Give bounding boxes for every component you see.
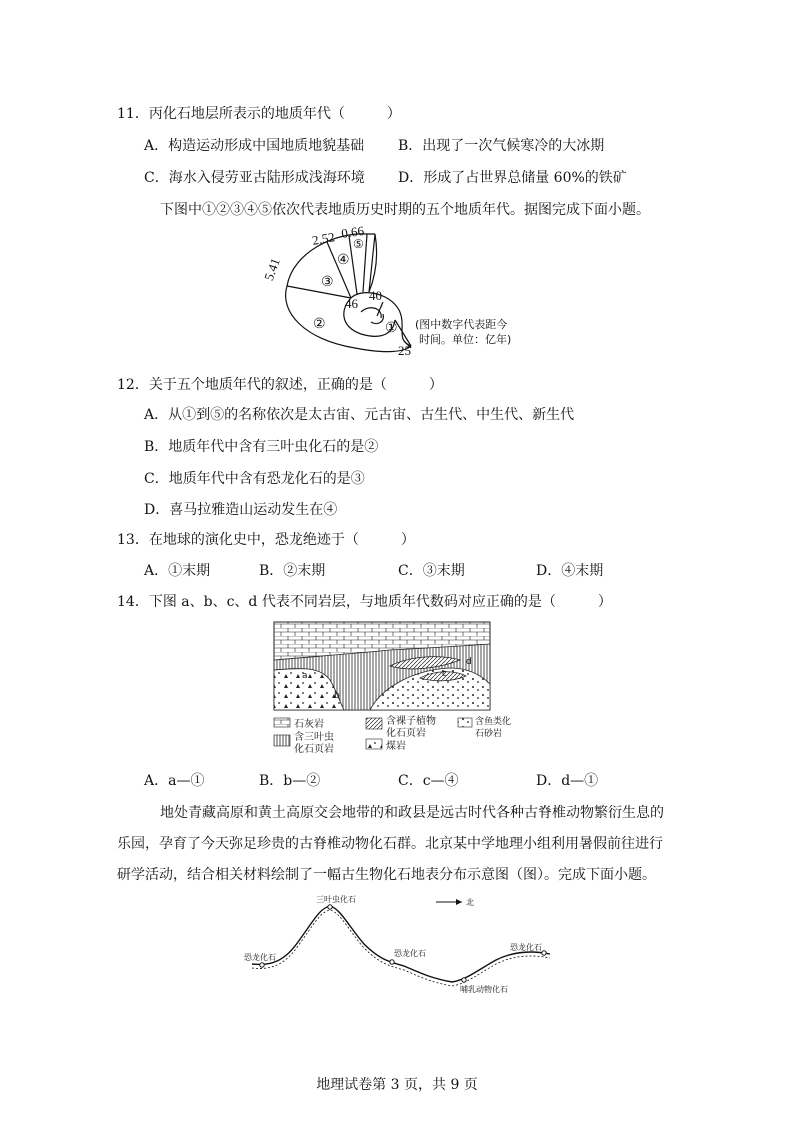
q13-option-d[interactable]: D．④末期 — [536, 563, 604, 579]
page-footer: 地理试卷第 3 页，共 9 页 — [316, 1077, 478, 1093]
legend-swatch-gymnosperm — [366, 718, 382, 729]
legend-trilobite-1: 含三叶虫 — [294, 732, 334, 743]
spiral-label-5.41: 5.41 — [260, 256, 283, 283]
spiral-label-2.52: 2.52 — [310, 229, 336, 248]
spiral-label-46: 46 — [345, 296, 358, 311]
legend-coal: 煤岩 — [386, 741, 406, 752]
q12-option-a[interactable]: A．从①到⑤的名称依次是太古宙、元古宙、古生代、中生代、新生代 — [144, 407, 575, 423]
era-2: ② — [313, 317, 326, 332]
intro-hezheng-line1: 地处青藏高原和黄土高原交会地带的和政县是远古时代各种古脊椎动物繁衍生息的 — [160, 805, 664, 821]
q11-option-d[interactable]: D．形成了占世界总储量 60%的铁矿 — [398, 170, 627, 186]
q14-option-b[interactable]: B．b—② — [259, 773, 321, 789]
fossil-trilobite: 三叶虫化石 — [316, 895, 356, 904]
legend-swatch-coal — [366, 739, 382, 749]
spiral-label-0.66: 0.66 — [340, 222, 365, 241]
q11-stem: 11．丙化石地层所表示的地质年代（ ） — [117, 106, 401, 122]
strata-diagram — [270, 620, 512, 760]
era-5: ⑤ — [353, 237, 364, 251]
q12-stem: 12．关于五个地质年代的叙述，正确的是（ ） — [117, 377, 443, 393]
fossil-profile-diagram — [240, 892, 560, 997]
q14-stem: 14．下图 a、b、c、d 代表不同岩层，与地质年代数码对应正确的是（ ） — [117, 594, 612, 610]
spiral-diagram — [260, 222, 535, 362]
spiral-label-40: 40 — [369, 288, 382, 303]
intro-hezheng-line2: 乐园，孕育了今天弥足珍贵的古脊椎动物化石群。北京某中学地理小组利用暑假前往进行 — [117, 836, 663, 852]
q11-option-c[interactable]: C．海水入侵劳亚古陆形成浅海环境 — [144, 170, 365, 186]
legend-gymnosperm-2: 化石页岩 — [386, 728, 426, 739]
spiral-label-25: 25 — [398, 343, 411, 358]
legend-swatch-fish — [458, 718, 472, 727]
q13-option-a[interactable]: A．①末期 — [144, 563, 211, 579]
q12-option-b[interactable]: B．地质年代中含有三叶虫化石的是② — [144, 439, 379, 455]
q13-option-c[interactable]: C．③末期 — [398, 563, 465, 579]
q14-option-d[interactable]: D．d—① — [536, 773, 599, 789]
era-1: ① — [385, 321, 398, 336]
layer-d: d — [466, 657, 472, 667]
q11-option-a[interactable]: A．构造运动形成中国地质地貌基础 — [144, 138, 365, 154]
layer-b: b — [334, 691, 340, 701]
q14-option-c[interactable]: C．c—④ — [398, 773, 459, 789]
q14-option-a[interactable]: A．a—① — [144, 773, 205, 789]
spiral-note-line2: 时间。单位：亿年) — [419, 333, 512, 346]
legend-trilobite-2: 化石页岩 — [294, 744, 334, 755]
q12-option-d[interactable]: D．喜马拉雅造山运动发生在④ — [144, 502, 338, 518]
fossil-dinosaur-1: 恐龙化石 — [244, 953, 276, 962]
era-3: ③ — [321, 275, 334, 290]
legend-fish-1: 含鱼类化 — [475, 717, 512, 727]
layer-a: a — [302, 671, 308, 681]
fossil-mammal: 哺乳动物化石 — [460, 985, 508, 994]
legend-gymnosperm-1: 含裸子植物 — [386, 716, 436, 727]
legend-swatch-limestone — [274, 718, 290, 727]
intro-spiral: 下图中①②③④⑤依次代表地质历史时期的五个地质年代。据图完成下面小题。 — [160, 202, 650, 218]
layer-c: c — [442, 669, 447, 679]
q12-option-c[interactable]: C．地质年代中含有恐龙化石的是③ — [144, 471, 365, 487]
era-4: ④ — [337, 253, 350, 268]
intro-hezheng-line3: 研学活动，结合相关材料绘制了一幅古生物化石地表分布示意图（图）。完成下面小题。 — [117, 867, 656, 883]
fossil-dinosaur-2: 恐龙化石 — [394, 949, 426, 958]
legend-fish-2: 石砂岩 — [475, 729, 503, 739]
legend-swatch-trilobite — [274, 735, 290, 746]
q11-option-b[interactable]: B．出现了一次气候寒冷的大冰期 — [398, 138, 605, 154]
q13-option-b[interactable]: B．②末期 — [259, 563, 326, 579]
legend-limestone: 石灰岩 — [294, 719, 324, 730]
spiral-note-line1: (图中数字代表距今 — [415, 318, 508, 331]
q13-stem: 13．在地球的演化史中，恐龙绝迹于（ ） — [117, 532, 415, 548]
fossil-dinosaur-3: 恐龙化石 — [510, 943, 542, 952]
north-label: 北 — [466, 898, 474, 907]
